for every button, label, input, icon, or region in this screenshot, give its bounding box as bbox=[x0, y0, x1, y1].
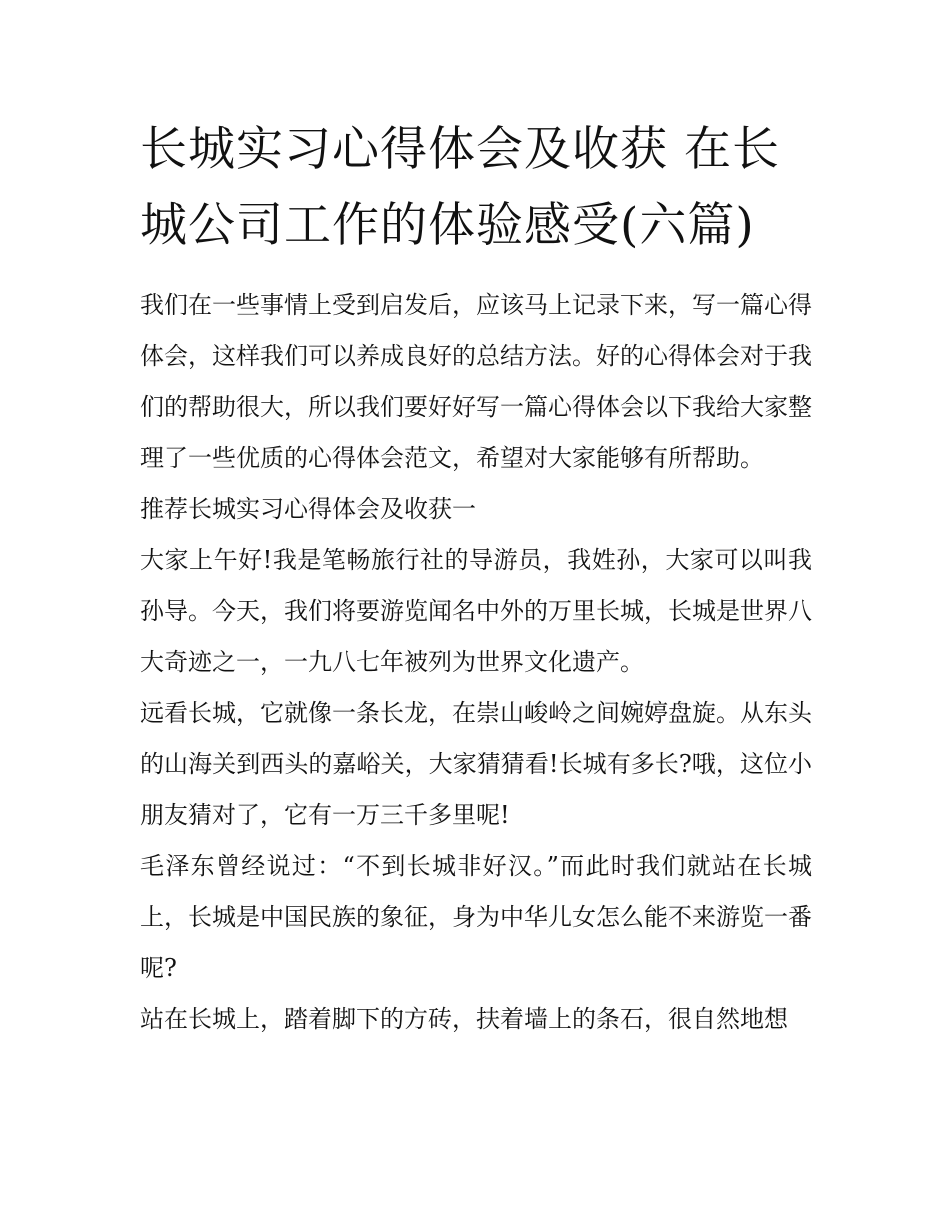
body-paragraph: 远看长城，它就像一条长龙，在崇山峻岭之间婉婷盘旋。从东头的山海关到西头的嘉峪关，大家猜猜看!长城有多长?哦，这位小朋友猜对了，它有一万三千多里呢! bbox=[140, 699, 812, 829]
intro-paragraph: 我们在一些事情上受到启发后，应该马上记录下来，写一篇心得体会，这样我们可以养成良好的总结方法。好的心得体会对于我们的帮助很大，所以我们要好好写一篇心得体会以下我给大家整理了一些优质的心得体会范文，希望对大家能够有所帮助。 bbox=[140, 291, 812, 472]
document-page bbox=[140, 112, 812, 1045]
body-paragraph: 毛泽东曾经说过：“不到长城非好汉。”而此时我们就站在长城上，长城是中国民族的象征，身为中华儿女怎么能不来游览一番呢? bbox=[140, 852, 812, 982]
document-title: 长城实习心得体会及收获 在长城公司工作的体验感受(六篇) bbox=[140, 122, 780, 253]
body-paragraph: 大家上午好!我是笔畅旅行社的导游员，我姓孙，大家可以叫我孙导。今天，我们将要游览闻名中外的万里长城，长城是世界八大奇迹之一，一九八七年被列为世界文化遗产。 bbox=[140, 546, 812, 676]
section-heading: 推荐长城实习心得体会及收获一 bbox=[140, 495, 476, 523]
body-paragraph: 站在长城上，踏着脚下的方砖，扶着墙上的条石，很自然地想 bbox=[140, 1005, 788, 1033]
